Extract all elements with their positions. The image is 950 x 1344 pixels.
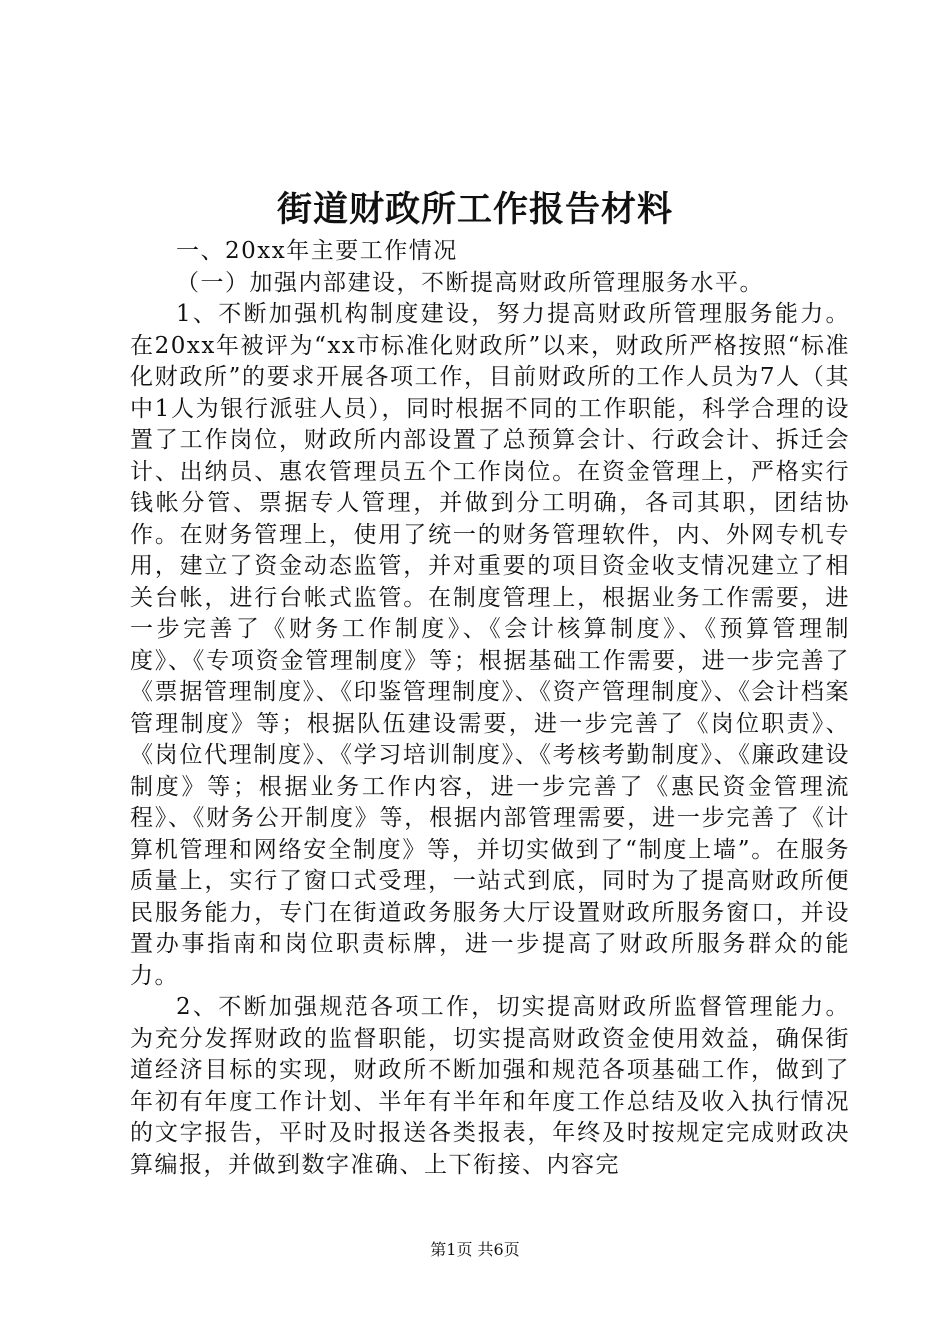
body-paragraph-1: 1、不断加强机构制度建设，努力提高财政所管理服务能力。在20xx年被评为“xx市标准化财政所”以来，财政所严格按照“标准化财政所”的要求开展各项工作，目前财政所的工作人员为7人（其中1人为银行派驻人员），同时根据不同的工作职能，科学合理的设置了工作岗位，财政所内部设置了总预算会计、行政会计、拆迁会计、出纳员、惠农管理员五个工作岗位。在资金管理上，严格实行钱帐分管、票据专人管理，并做到分工明确，各司其职，团结协作。在财务管理上，使用了统一的财务管理软件，内、外网专机专用，建立了资金动态监管，并对重要的项目资金收支情况建立了相关台帐，进行台帐式监管。在制度管理上，根据业务工作需要，进一步完善了《财务工作制度》、《会计核算制度》、《预算管理制度》、《专项资金管理制度》等；根据基础工作需要，进一步完善了《票据管理制度》、《印鉴管理制度》、《资产管理制度》、《会计档案管理制度》等；根据队伍建设需要，进一步完善了《岗位职责》、《岗位代理制度》、《学习培训制度》、《考核考勤制度》、《廉政建设制度》等；根据业务工作内容，进一步完善了《惠民资金管理流程》、《财务公开制度》等，根据内部管理需要，进一步完善了《计算机管理和网络安全制度》等，并切实做到了“制度上墙”。在服务质量上，实行了窗口式受理，一站式到底，同时为了提高财政所便民服务能力，专门在街道政务服务大厅设置财政所服务窗口，并设置办事指南和岗位职责标牌，进一步提高了财政所服务群众的能力。 xyxy=(130,301,850,989)
body-paragraph-2: 2、不断加强规范各项工作，切实提高财政所监督管理能力。为充分发挥财政的监督职能，切实提高财政资金使用效益，确保街道经济目标的实现，财政所不断加强和规范各项基础工作，做到了年初有年度工作计划、半年有半年和年度工作总结及收入执行情况的文字报告，平时及时报送各类报表，年终及时按规定完成财政决算编报，并做到数字准确、上下衔接、内容完 xyxy=(130,994,850,1178)
subsection-heading: （一）加强内部建设，不断提高财政所管理服务水平。 xyxy=(176,269,764,296)
document-title: 街道财政所工作报告材料 xyxy=(276,189,673,230)
document-body xyxy=(130,236,850,1181)
page-number-footer: 第1页 共6页 xyxy=(430,1240,520,1259)
section-heading: 一、20xx年主要工作情况 xyxy=(176,238,458,264)
